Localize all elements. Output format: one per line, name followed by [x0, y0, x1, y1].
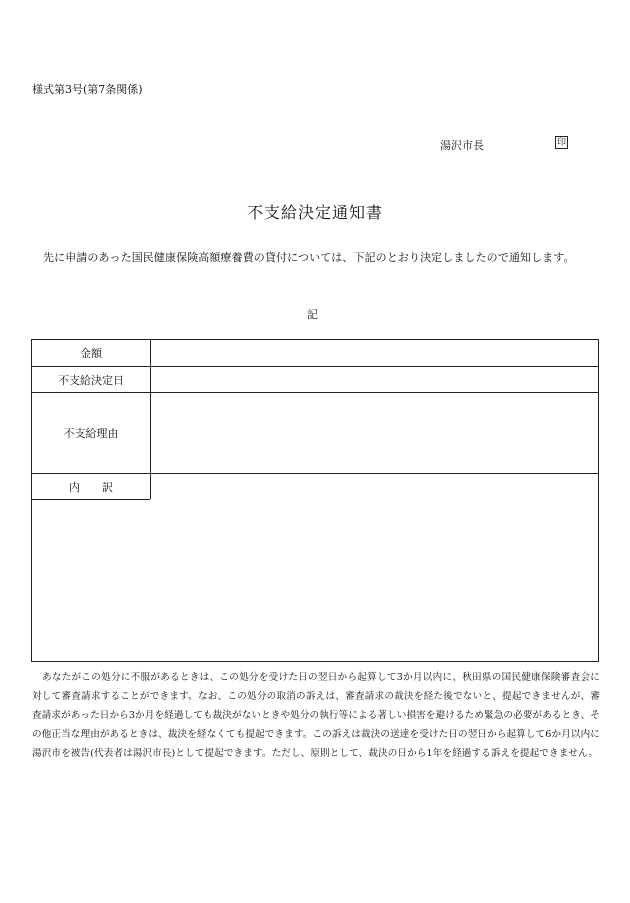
label-amount: 金額 — [80, 347, 102, 360]
form-number: 様式第3号(第7条関係) — [32, 83, 143, 96]
row-divider — [32, 499, 150, 500]
label-decision-date: 不支給決定日 — [58, 374, 124, 387]
issuer-name: 湯沢市長 — [440, 139, 484, 152]
intro-text: 先に申請のあった国民健康保険高額療養費の貸付については、下記のとおり決定しましたので通知します。 — [43, 251, 575, 264]
ki-heading: 記 — [307, 308, 318, 321]
label-breakdown: 内 訳 — [69, 480, 113, 494]
seal-mark: 印 — [556, 138, 566, 148]
appeal-notice: あなたがこの処分に不服があるときは、この処分を受けた日の翌日から起算して3か月以内に、秋田県の国民健康保険審査会に対して審査請求することができます。なお、この処分の取消の訴えは、審査請求の裁決を経た後でないと、提起できませんが、審査請求があった日から3か月を経過しても裁決がないときや処分の執行等による著しい損害を避けるため緊急の必要があるとき、その他正当な理由があるときは、裁決を経なくても提起できます。この訴えは裁決の送達を受けた日の翌日から起算して6か月以内に湯沢市を被告(代表者は湯沢市長)として提起できます。ただし、原則として、裁決の日から1年を経過する訴えを提起できません。 — [32, 672, 600, 759]
column-divider — [150, 340, 151, 499]
details-table — [31, 339, 599, 662]
document-title: 不支給決定通知書 — [246, 203, 383, 222]
label-reason: 不支給理由 — [63, 427, 119, 440]
